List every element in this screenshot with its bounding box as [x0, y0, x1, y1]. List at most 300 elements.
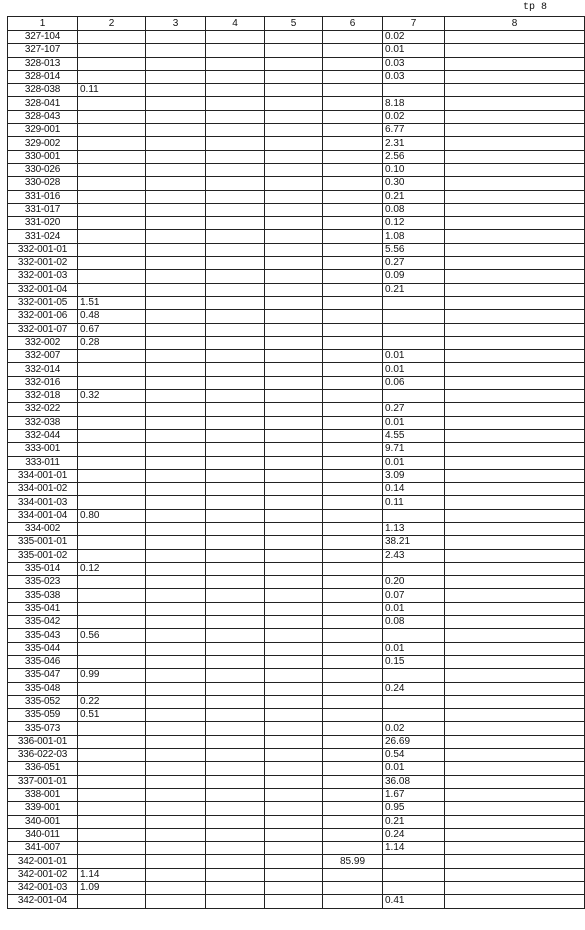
row-code-cell: 331-016 — [8, 190, 78, 203]
value-cell-col-7: 0.27 — [383, 257, 445, 270]
value-cell-col-7: 2.56 — [383, 150, 445, 163]
value-cell-col-5 — [265, 469, 323, 482]
value-cell-col-6 — [323, 163, 383, 176]
value-cell-col-4 — [206, 270, 265, 283]
value-cell-col-3 — [146, 70, 206, 83]
row-code-cell: 336-001-01 — [8, 735, 78, 748]
table-row — [8, 416, 585, 429]
value-cell-col-5 — [265, 150, 323, 163]
value-cell-col-6 — [323, 709, 383, 722]
value-cell-col-2: 0.80 — [78, 509, 146, 522]
value-cell-col-3 — [146, 31, 206, 44]
value-cell-col-2: 1.14 — [78, 868, 146, 881]
value-cell-col-7: 0.27 — [383, 403, 445, 416]
value-cell-col-8 — [445, 217, 585, 230]
table-row — [8, 257, 585, 270]
table-row — [8, 522, 585, 535]
value-cell-col-5 — [265, 828, 323, 841]
value-cell-col-6 — [323, 655, 383, 668]
value-cell-col-8 — [445, 270, 585, 283]
row-code-cell: 335-048 — [8, 682, 78, 695]
row-code-cell: 340-001 — [8, 815, 78, 828]
row-code-cell: 332-044 — [8, 429, 78, 442]
value-cell-col-5 — [265, 749, 323, 762]
value-cell-col-4 — [206, 855, 265, 868]
value-cell-col-8 — [445, 722, 585, 735]
value-cell-col-8 — [445, 895, 585, 908]
value-cell-col-7 — [383, 882, 445, 895]
value-cell-col-2 — [78, 549, 146, 562]
value-cell-col-6 — [323, 695, 383, 708]
value-cell-col-3 — [146, 296, 206, 309]
value-cell-col-2: 1.51 — [78, 296, 146, 309]
value-cell-col-3 — [146, 576, 206, 589]
value-cell-col-2 — [78, 842, 146, 855]
value-cell-col-8 — [445, 709, 585, 722]
value-cell-col-6 — [323, 150, 383, 163]
row-code-cell: 327-107 — [8, 44, 78, 57]
value-cell-col-2 — [78, 57, 146, 70]
value-cell-col-3 — [146, 323, 206, 336]
value-cell-col-3 — [146, 190, 206, 203]
value-cell-col-8 — [445, 855, 585, 868]
row-code-cell: 336-022-03 — [8, 749, 78, 762]
value-cell-col-5 — [265, 536, 323, 549]
row-code-cell: 332-038 — [8, 416, 78, 429]
value-cell-col-3 — [146, 895, 206, 908]
value-cell-col-6 — [323, 137, 383, 150]
value-cell-col-4 — [206, 735, 265, 748]
value-cell-col-6 — [323, 190, 383, 203]
value-cell-col-8 — [445, 31, 585, 44]
value-cell-col-3 — [146, 283, 206, 296]
value-cell-col-6 — [323, 522, 383, 535]
value-cell-col-8 — [445, 403, 585, 416]
value-cell-col-4 — [206, 124, 265, 137]
value-cell-col-6 — [323, 735, 383, 748]
value-cell-col-6 — [323, 629, 383, 642]
value-cell-col-7: 0.11 — [383, 496, 445, 509]
value-cell-col-4 — [206, 549, 265, 562]
value-cell-col-8 — [445, 496, 585, 509]
value-cell-col-8 — [445, 669, 585, 682]
row-code-cell: 338-001 — [8, 788, 78, 801]
value-cell-col-5 — [265, 203, 323, 216]
value-cell-col-6 — [323, 376, 383, 389]
value-cell-col-3 — [146, 416, 206, 429]
column-header: 4 — [206, 17, 265, 31]
value-cell-col-5 — [265, 669, 323, 682]
value-cell-col-3 — [146, 243, 206, 256]
table-row — [8, 390, 585, 403]
value-cell-col-4 — [206, 868, 265, 881]
table-row — [8, 203, 585, 216]
table-row — [8, 576, 585, 589]
row-code-cell: 335-046 — [8, 655, 78, 668]
value-cell-col-7: 0.21 — [383, 815, 445, 828]
value-cell-col-6 — [323, 31, 383, 44]
value-cell-col-4 — [206, 336, 265, 349]
value-cell-col-7 — [383, 562, 445, 575]
value-cell-col-6 — [323, 722, 383, 735]
value-cell-col-2: 0.22 — [78, 695, 146, 708]
value-cell-col-3 — [146, 270, 206, 283]
value-cell-col-2 — [78, 895, 146, 908]
value-cell-col-2 — [78, 350, 146, 363]
value-cell-col-6 — [323, 602, 383, 615]
table-row — [8, 150, 585, 163]
table-row — [8, 124, 585, 137]
value-cell-col-5 — [265, 576, 323, 589]
value-cell-col-8 — [445, 882, 585, 895]
column-header: 3 — [146, 17, 206, 31]
value-cell-col-2 — [78, 376, 146, 389]
value-cell-col-7: 0.54 — [383, 749, 445, 762]
table-row — [8, 456, 585, 469]
row-code-cell: 332-001-03 — [8, 270, 78, 283]
row-code-cell: 332-001-07 — [8, 323, 78, 336]
value-cell-col-8 — [445, 190, 585, 203]
row-code-cell: 335-001-02 — [8, 549, 78, 562]
value-cell-col-7: 0.01 — [383, 456, 445, 469]
value-cell-col-4 — [206, 177, 265, 190]
row-code-cell: 342-001-04 — [8, 895, 78, 908]
value-cell-col-3 — [146, 815, 206, 828]
value-cell-col-8 — [445, 616, 585, 629]
value-cell-col-3 — [146, 655, 206, 668]
value-cell-col-2 — [78, 124, 146, 137]
value-cell-col-7 — [383, 336, 445, 349]
value-cell-col-6 — [323, 217, 383, 230]
value-cell-col-5 — [265, 243, 323, 256]
value-cell-col-4 — [206, 788, 265, 801]
value-cell-col-7: 0.24 — [383, 682, 445, 695]
value-cell-col-3 — [146, 217, 206, 230]
row-code-cell: 329-001 — [8, 124, 78, 137]
value-cell-col-2 — [78, 775, 146, 788]
value-cell-col-2 — [78, 44, 146, 57]
value-cell-col-5 — [265, 44, 323, 57]
value-cell-col-6 — [323, 576, 383, 589]
value-cell-col-7 — [383, 629, 445, 642]
row-code-cell: 332-016 — [8, 376, 78, 389]
value-cell-col-8 — [445, 682, 585, 695]
row-code-cell: 334-001-01 — [8, 469, 78, 482]
value-cell-col-2 — [78, 257, 146, 270]
value-cell-col-2 — [78, 469, 146, 482]
table-row — [8, 350, 585, 363]
value-cell-col-8 — [445, 483, 585, 496]
table-row — [8, 709, 585, 722]
value-cell-col-7: 0.01 — [383, 363, 445, 376]
value-cell-col-4 — [206, 403, 265, 416]
value-cell-col-6 — [323, 323, 383, 336]
table-row — [8, 243, 585, 256]
value-cell-col-4 — [206, 310, 265, 323]
table-row — [8, 31, 585, 44]
value-cell-col-3 — [146, 310, 206, 323]
row-code-cell: 335-047 — [8, 669, 78, 682]
table-row — [8, 749, 585, 762]
row-code-cell: 337-001-01 — [8, 775, 78, 788]
value-cell-col-4 — [206, 522, 265, 535]
value-cell-col-4 — [206, 296, 265, 309]
value-cell-col-3 — [146, 469, 206, 482]
value-cell-col-6 — [323, 203, 383, 216]
row-code-cell: 331-020 — [8, 217, 78, 230]
row-code-cell: 331-017 — [8, 203, 78, 216]
value-cell-col-2 — [78, 815, 146, 828]
value-cell-col-7: 36.08 — [383, 775, 445, 788]
row-code-cell: 333-001 — [8, 443, 78, 456]
value-cell-col-7 — [383, 868, 445, 881]
value-cell-col-2: 0.51 — [78, 709, 146, 722]
row-code-cell: 332-001-06 — [8, 310, 78, 323]
value-cell-col-8 — [445, 257, 585, 270]
table-row — [8, 722, 585, 735]
value-cell-col-3 — [146, 257, 206, 270]
value-cell-col-2 — [78, 828, 146, 841]
value-cell-col-6 — [323, 775, 383, 788]
value-cell-col-3 — [146, 802, 206, 815]
value-cell-col-2 — [78, 855, 146, 868]
value-cell-col-3 — [146, 336, 206, 349]
value-cell-col-5 — [265, 722, 323, 735]
row-code-cell: 334-002 — [8, 522, 78, 535]
value-cell-col-7: 0.09 — [383, 270, 445, 283]
value-cell-col-7: 0.07 — [383, 589, 445, 602]
value-cell-col-8 — [445, 230, 585, 243]
row-code-cell: 335-001-01 — [8, 536, 78, 549]
value-cell-col-5 — [265, 682, 323, 695]
row-code-cell: 339-001 — [8, 802, 78, 815]
table-row — [8, 97, 585, 110]
row-code-cell: 342-001-03 — [8, 882, 78, 895]
value-cell-col-6 — [323, 296, 383, 309]
value-cell-col-6 — [323, 882, 383, 895]
value-cell-col-3 — [146, 44, 206, 57]
value-cell-col-2: 0.32 — [78, 390, 146, 403]
value-cell-col-8 — [445, 57, 585, 70]
value-cell-col-2 — [78, 749, 146, 762]
value-cell-col-8 — [445, 815, 585, 828]
value-cell-col-3 — [146, 483, 206, 496]
row-code-cell: 335-042 — [8, 616, 78, 629]
value-cell-col-7 — [383, 84, 445, 97]
value-cell-col-2 — [78, 429, 146, 442]
value-cell-col-4 — [206, 257, 265, 270]
row-code-cell: 330-028 — [8, 177, 78, 190]
table-row — [8, 549, 585, 562]
value-cell-col-8 — [445, 589, 585, 602]
table-row — [8, 323, 585, 336]
value-cell-col-4 — [206, 882, 265, 895]
value-cell-col-4 — [206, 390, 265, 403]
value-cell-col-3 — [146, 722, 206, 735]
value-cell-col-6 — [323, 124, 383, 137]
value-cell-col-4 — [206, 695, 265, 708]
value-cell-col-7: 8.18 — [383, 97, 445, 110]
value-cell-col-3 — [146, 496, 206, 509]
value-cell-col-8 — [445, 336, 585, 349]
value-cell-col-2 — [78, 642, 146, 655]
value-cell-col-2 — [78, 363, 146, 376]
table-row — [8, 895, 585, 908]
value-cell-col-7: 0.21 — [383, 283, 445, 296]
value-cell-col-5 — [265, 655, 323, 668]
value-cell-col-5 — [265, 336, 323, 349]
value-cell-col-2 — [78, 163, 146, 176]
table-row — [8, 855, 585, 868]
row-code-cell: 334-001-03 — [8, 496, 78, 509]
value-cell-col-5 — [265, 257, 323, 270]
table-row — [8, 110, 585, 123]
value-cell-col-3 — [146, 443, 206, 456]
value-cell-col-4 — [206, 217, 265, 230]
value-cell-col-6 — [323, 788, 383, 801]
value-cell-col-4 — [206, 443, 265, 456]
value-cell-col-2: 0.67 — [78, 323, 146, 336]
row-code-cell: 327-104 — [8, 31, 78, 44]
value-cell-col-8 — [445, 44, 585, 57]
value-cell-col-2: 0.28 — [78, 336, 146, 349]
value-cell-col-4 — [206, 283, 265, 296]
value-cell-col-3 — [146, 390, 206, 403]
value-cell-col-8 — [445, 562, 585, 575]
table-row — [8, 483, 585, 496]
value-cell-col-5 — [265, 855, 323, 868]
row-code-cell: 335-059 — [8, 709, 78, 722]
value-cell-col-7: 0.03 — [383, 57, 445, 70]
value-cell-col-5 — [265, 376, 323, 389]
value-cell-col-3 — [146, 868, 206, 881]
header-row — [8, 17, 585, 31]
row-code-cell: 334-001-02 — [8, 483, 78, 496]
value-cell-col-7: 0.01 — [383, 762, 445, 775]
table-row — [8, 669, 585, 682]
value-cell-col-6 — [323, 642, 383, 655]
value-cell-col-5 — [265, 522, 323, 535]
value-cell-col-8 — [445, 443, 585, 456]
value-cell-col-6 — [323, 429, 383, 442]
value-cell-col-8 — [445, 655, 585, 668]
value-cell-col-8 — [445, 695, 585, 708]
row-code-cell: 335-044 — [8, 642, 78, 655]
value-cell-col-6 — [323, 44, 383, 57]
table-row — [8, 775, 585, 788]
value-cell-col-6 — [323, 483, 383, 496]
row-code-cell: 342-001-01 — [8, 855, 78, 868]
value-cell-col-5 — [265, 802, 323, 815]
column-header: 6 — [323, 17, 383, 31]
value-cell-col-8 — [445, 350, 585, 363]
value-cell-col-6 — [323, 110, 383, 123]
value-cell-col-7: 0.02 — [383, 722, 445, 735]
value-cell-col-8 — [445, 97, 585, 110]
value-cell-col-8 — [445, 802, 585, 815]
value-cell-col-3 — [146, 403, 206, 416]
value-cell-col-5 — [265, 815, 323, 828]
value-cell-col-5 — [265, 97, 323, 110]
value-cell-col-4 — [206, 536, 265, 549]
value-cell-col-3 — [146, 110, 206, 123]
value-cell-col-8 — [445, 243, 585, 256]
value-cell-col-7: 0.41 — [383, 895, 445, 908]
table-row — [8, 682, 585, 695]
value-cell-col-3 — [146, 855, 206, 868]
value-cell-col-7: 0.21 — [383, 190, 445, 203]
table-row — [8, 429, 585, 442]
value-cell-col-6 — [323, 682, 383, 695]
table-row — [8, 57, 585, 70]
value-cell-col-2: 0.99 — [78, 669, 146, 682]
value-cell-col-2 — [78, 788, 146, 801]
column-header: 2 — [78, 17, 146, 31]
table-row — [8, 496, 585, 509]
value-cell-col-7: 0.24 — [383, 828, 445, 841]
value-cell-col-5 — [265, 616, 323, 629]
row-code-cell: 332-001-02 — [8, 257, 78, 270]
value-cell-col-4 — [206, 629, 265, 642]
value-cell-col-5 — [265, 390, 323, 403]
value-cell-col-3 — [146, 376, 206, 389]
value-cell-col-6 — [323, 469, 383, 482]
value-cell-col-3 — [146, 669, 206, 682]
row-code-cell: 332-001-05 — [8, 296, 78, 309]
value-cell-col-6 — [323, 828, 383, 841]
value-cell-col-8 — [445, 390, 585, 403]
value-cell-col-7: 0.02 — [383, 31, 445, 44]
value-cell-col-2 — [78, 576, 146, 589]
value-cell-col-8 — [445, 177, 585, 190]
value-cell-col-6 — [323, 749, 383, 762]
value-cell-col-8 — [445, 629, 585, 642]
value-cell-col-7: 1.14 — [383, 842, 445, 855]
row-code-cell: 328-038 — [8, 84, 78, 97]
value-cell-col-7: 0.01 — [383, 602, 445, 615]
value-cell-col-6 — [323, 562, 383, 575]
value-cell-col-2 — [78, 110, 146, 123]
value-cell-col-8 — [445, 84, 585, 97]
value-cell-col-4 — [206, 828, 265, 841]
value-cell-col-3 — [146, 509, 206, 522]
value-cell-col-8 — [445, 642, 585, 655]
value-cell-col-6 — [323, 403, 383, 416]
row-code-cell: 335-038 — [8, 589, 78, 602]
value-cell-col-5 — [265, 363, 323, 376]
value-cell-col-7: 0.15 — [383, 655, 445, 668]
value-cell-col-6 — [323, 57, 383, 70]
value-cell-col-7 — [383, 323, 445, 336]
value-cell-col-2 — [78, 589, 146, 602]
row-code-cell: 332-018 — [8, 390, 78, 403]
value-cell-col-2: 0.12 — [78, 562, 146, 575]
value-cell-col-2 — [78, 456, 146, 469]
table-row — [8, 616, 585, 629]
value-cell-col-8 — [445, 150, 585, 163]
value-cell-col-4 — [206, 496, 265, 509]
value-cell-col-3 — [146, 137, 206, 150]
value-cell-col-4 — [206, 775, 265, 788]
value-cell-col-7: 9.71 — [383, 443, 445, 456]
value-cell-col-4 — [206, 84, 265, 97]
value-cell-col-6 — [323, 549, 383, 562]
value-cell-col-4 — [206, 150, 265, 163]
value-cell-col-5 — [265, 788, 323, 801]
value-cell-col-4 — [206, 483, 265, 496]
table-row — [8, 230, 585, 243]
value-cell-col-2 — [78, 203, 146, 216]
